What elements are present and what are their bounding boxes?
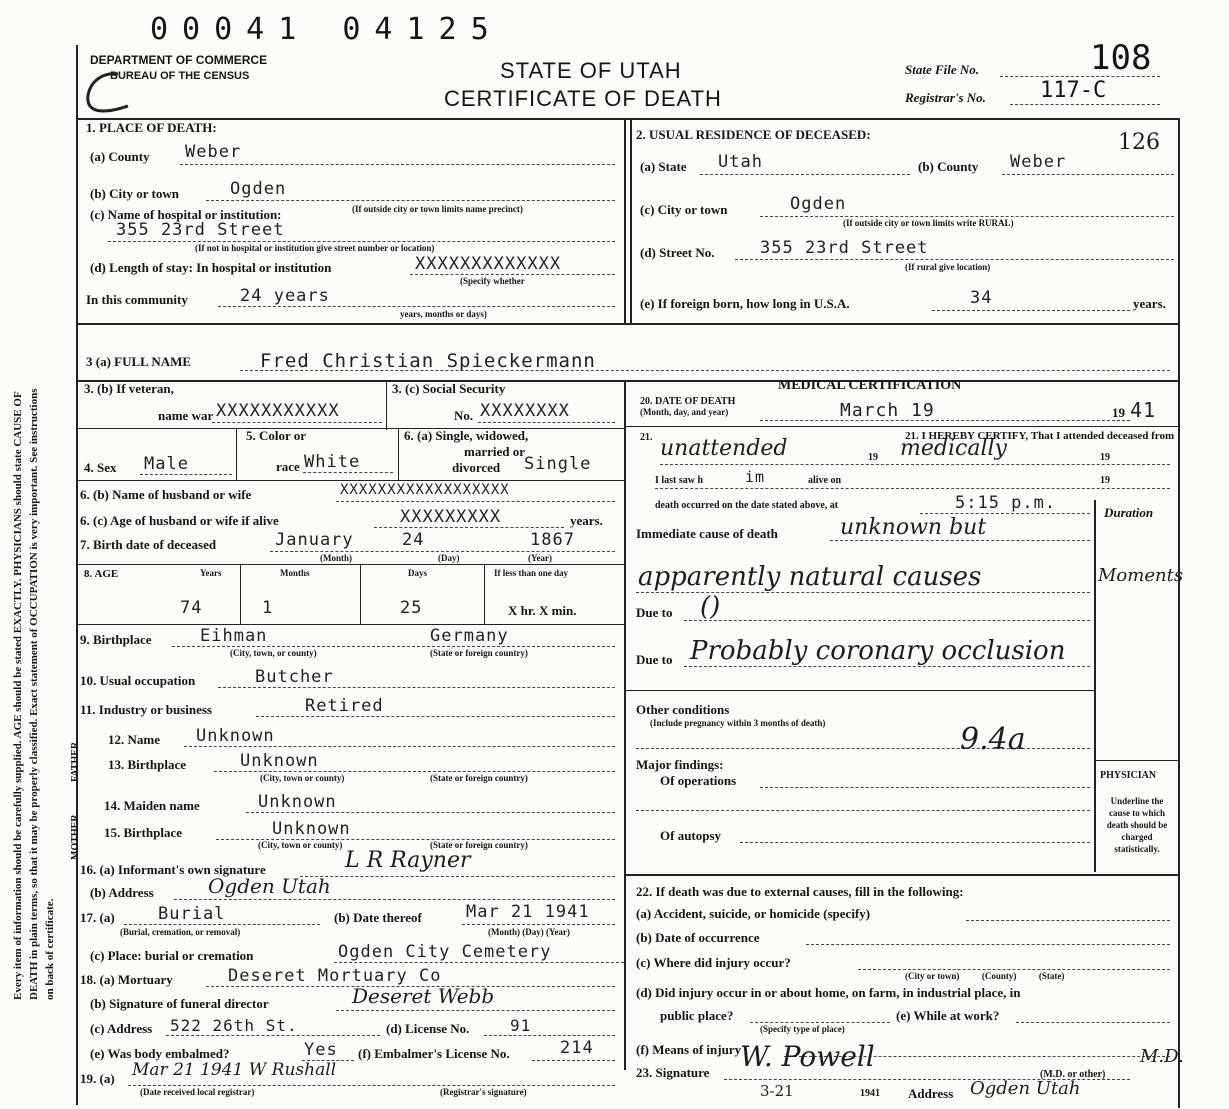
- date-of-death-sub: (Month, day, and year): [640, 407, 729, 417]
- mother-state-note: (State or foreign country): [430, 840, 528, 850]
- race[interactable]: White: [304, 452, 361, 472]
- birth-year[interactable]: 1867: [530, 530, 575, 550]
- due-to-1-handwritten: (): [700, 592, 721, 622]
- informant-address-label: (b) Address: [90, 885, 154, 900]
- marital-label-1: 6. (a) Single, widowed,: [404, 428, 529, 443]
- state-file-value: 108: [1090, 38, 1152, 78]
- due-to-2-handwritten: Probably coronary occlusion: [690, 636, 1066, 666]
- spouse-age-label: 6. (c) Age of husband or wife if alive: [80, 513, 279, 528]
- physician-signature: W. Powell: [740, 1040, 875, 1073]
- father-name[interactable]: Unknown: [196, 726, 275, 746]
- residence-heading: 2. USUAL RESIDENCE OF DECEASED:: [636, 127, 871, 142]
- dept-line-2: BUREAU OF THE CENSUS: [110, 70, 250, 82]
- race-label: race: [276, 459, 300, 474]
- birth-year-label: (Year): [528, 553, 552, 563]
- res-rural-note: (If outside city or town limits write RURAL): [843, 218, 1014, 228]
- received-note: (Date received local registrar): [140, 1087, 255, 1097]
- dept-line-1: DEPARTMENT OF COMMERCE: [90, 53, 268, 67]
- marital-label-3: divorced: [452, 460, 501, 475]
- birthplace-country-note: (State or foreign country): [430, 648, 528, 658]
- time-of-death[interactable]: 5:15 p.m.: [955, 493, 1057, 513]
- place-of-death-heading: 1. PLACE OF DEATH:: [86, 120, 217, 135]
- father-birth-label: 13. Birthplace: [108, 757, 186, 772]
- age-years[interactable]: 74: [180, 598, 203, 618]
- pod-city-label: (b) City or town: [90, 186, 179, 201]
- embalmed-label: (e) Was body embalmed?: [90, 1046, 230, 1061]
- director-label: (b) Signature of funeral director: [90, 996, 269, 1011]
- margin-instructions-3: on back of certificate.: [44, 898, 56, 1000]
- father-name-label: 12. Name: [108, 732, 160, 747]
- date-year[interactable]: 41: [1130, 398, 1157, 422]
- birthplace-label: 9. Birthplace: [80, 632, 152, 647]
- pod-ymd-note: years, months or days): [400, 309, 487, 319]
- pod-stay-hospital[interactable]: XXXXXXXXXXXXX: [415, 254, 562, 274]
- due-to-label-2: Due to: [636, 652, 673, 667]
- color-label: 5. Color or: [246, 428, 307, 443]
- cemetery-label: (c) Place: burial or cremation: [90, 948, 254, 963]
- where-note: (City or town) (County) (State): [905, 971, 1065, 981]
- age-years-col: Years: [200, 568, 222, 578]
- of-autopsy-label: Of autopsy: [660, 828, 722, 843]
- res-state-label: (a) State: [640, 159, 687, 174]
- birth-day[interactable]: 24: [402, 530, 425, 550]
- due-to-label-1: Due to: [636, 605, 673, 620]
- spouse-label: 6. (b) Name of husband or wife: [80, 487, 252, 502]
- burial[interactable]: Burial: [158, 904, 226, 924]
- last-saw-label: I last saw h: [655, 475, 704, 486]
- apparently-handwritten: apparently natural causes: [638, 562, 982, 592]
- license-label: (d) License No.: [386, 1021, 470, 1036]
- mother-birth-label: 15. Birthplace: [104, 825, 182, 840]
- full-name-label: 3 (a) FULL NAME: [86, 354, 192, 369]
- embalmer[interactable]: 214: [560, 1038, 594, 1058]
- registrar-value: 117-C: [1040, 78, 1107, 103]
- accident-label: (a) Accident, suicide, or homicide (specify): [636, 906, 871, 921]
- sex[interactable]: Male: [144, 454, 189, 474]
- physician-label: PHYSICIAN: [1100, 770, 1157, 781]
- res-location-note: (If rural give location): [905, 262, 991, 272]
- serial-number: 00041 04125: [150, 12, 503, 47]
- father-state-note: (State or foreign country): [430, 773, 528, 783]
- age-lessday-col: If less than one day: [494, 568, 569, 578]
- registrar-label: Registrar's No.: [905, 90, 986, 105]
- birth-day-label: (Day): [438, 553, 460, 563]
- mother-city-note: (City, town or county): [258, 840, 343, 850]
- director-signature: Deseret Webb: [352, 984, 495, 1008]
- registrar-signature-note: (Registrar's signature): [440, 1087, 527, 1097]
- other-conditions-note: (Include pregnancy within 3 months of death): [650, 718, 826, 728]
- mother-name[interactable]: Unknown: [258, 792, 337, 812]
- at-work-label: (e) While at work?: [896, 1008, 1000, 1023]
- mort-address-label: (c) Address: [90, 1021, 153, 1036]
- pod-city[interactable]: Ogden: [230, 179, 287, 199]
- burial-date-label: (b) Date thereof: [334, 910, 422, 925]
- occurrence-label: (b) Date of occurrence: [636, 930, 760, 945]
- date-year-prefix: 19: [1112, 405, 1125, 420]
- home-label: (d) Did injury occur in or about home, on farm, in industrial place, in: [636, 985, 1021, 1000]
- marital-label-2: married or: [464, 444, 526, 459]
- pod-street-note: (If not in hospital or institution give street number or location): [195, 243, 435, 253]
- license[interactable]: 91: [510, 1016, 532, 1035]
- sign-date-handwritten: 3-21: [760, 1082, 794, 1100]
- external-label: 22. If death was due to external causes, fill in the following:: [636, 884, 964, 899]
- sign-year: 1941: [860, 1088, 880, 1099]
- pod-community[interactable]: 24 years: [240, 286, 330, 306]
- means-label: (f) Means of injury: [636, 1042, 742, 1057]
- age-days[interactable]: 25: [400, 598, 423, 618]
- pod-specify-note: (Specify whether: [460, 276, 525, 286]
- other-conditions-label: Other conditions: [636, 702, 730, 717]
- duration-handwritten: Moments: [1098, 565, 1184, 586]
- informant-address: Ogden Utah: [208, 874, 331, 898]
- major-findings-label: Major findings:: [636, 757, 724, 772]
- res-foreign-label: (e) If foreign born, how long in U.S.A.: [640, 296, 850, 311]
- md-label: (M.D. or other): [1040, 1069, 1106, 1080]
- mortuary-label: 18. (a) Mortuary: [80, 972, 173, 987]
- of-operations-label: Of operations: [660, 773, 737, 788]
- duration-label: Duration: [1104, 505, 1154, 520]
- certify-number: 21.: [640, 432, 653, 443]
- md-handwritten: M.D.: [1140, 1046, 1184, 1067]
- attended-handwritten: unattended: [660, 436, 788, 461]
- nineteen-2: 19: [1100, 452, 1110, 463]
- pod-county-label: (a) County: [90, 149, 150, 164]
- industry[interactable]: Retired: [305, 696, 384, 716]
- marital[interactable]: Single: [524, 454, 592, 474]
- res-city[interactable]: Ogden: [790, 194, 847, 214]
- pod-hospital-label: (c) Name of hospital or institution:: [90, 207, 282, 222]
- census-seal-mark: [78, 66, 138, 116]
- underline-note: Underline the cause to which death should be charged statistically.: [1106, 796, 1168, 854]
- cemetery[interactable]: Ogden City Cemetery: [338, 942, 552, 962]
- received-signature: Mar 21 1941 W Rushall: [132, 1060, 337, 1080]
- burial-date[interactable]: Mar 21 1941: [466, 902, 590, 922]
- immediate-label: Immediate cause of death: [636, 526, 778, 541]
- res-county-label: (b) County: [918, 159, 979, 174]
- age-hrmin: X hr. X min.: [508, 603, 577, 618]
- pod-community-label: In this community: [86, 292, 188, 307]
- date-of-death[interactable]: March 19: [840, 400, 935, 421]
- date-of-death-label: 20. DATE OF DEATH: [640, 396, 736, 407]
- sex-label: 4. Sex: [84, 460, 117, 475]
- margin-instructions-2: DEATH in plain terms, so that it may be properly classified. Exact statement of OCCUPATION is very important. See instructions: [28, 388, 40, 1000]
- burial-label: 17. (a): [80, 910, 115, 925]
- res-county[interactable]: Weber: [1010, 152, 1067, 172]
- burial-note: (Burial, cremation, or removal): [120, 927, 241, 937]
- name-war[interactable]: XXXXXXXXXXX: [216, 401, 340, 421]
- birthplace-city-note: (City, town, or county): [230, 648, 317, 658]
- father-side-label: FATHER: [70, 741, 81, 782]
- birth-label: 7. Birth date of deceased: [80, 537, 217, 552]
- birth-month[interactable]: January: [275, 530, 354, 550]
- ssn-no-label: No.: [454, 408, 474, 423]
- public-place-label: public place?: [660, 1008, 734, 1023]
- embalmer-label: (f) Embalmer's License No.: [358, 1046, 510, 1061]
- informant-signature: L R Rayner: [345, 848, 471, 873]
- pod-county[interactable]: Weber: [185, 142, 242, 162]
- occupation[interactable]: Butcher: [255, 667, 334, 687]
- industry-label: 11. Industry or business: [80, 702, 212, 717]
- embalmed[interactable]: Yes: [304, 1040, 338, 1060]
- residence-corner-number: 126: [1118, 130, 1160, 155]
- occurred-label: death occurred on the date stated above, at: [655, 500, 839, 511]
- spouse-age[interactable]: XXXXXXXXX: [400, 507, 502, 527]
- spouse-age-unit: years.: [570, 513, 603, 528]
- immediate-handwritten: unknown but: [840, 515, 987, 540]
- informant-label: 16. (a) Informant's own signature: [80, 862, 266, 877]
- res-foreign[interactable]: 34: [970, 288, 993, 308]
- pod-hospital-note: (If outside city or town limits name precinct): [352, 204, 523, 214]
- state-file-label: State File No.: [905, 62, 980, 77]
- received-label: 19. (a): [80, 1071, 115, 1086]
- age-months-col: Months: [280, 568, 310, 578]
- medically-handwritten: medically: [900, 436, 1007, 461]
- occupation-label: 10. Usual occupation: [80, 673, 196, 688]
- certify-label: 21. I HEREBY CERTIFY, That I attended deceased from: [905, 430, 1175, 442]
- ssn-label: 3. (c) Social Security: [392, 381, 506, 396]
- age-days-col: Days: [408, 568, 428, 578]
- last-saw-handwritten: im: [745, 468, 766, 486]
- medical-heading: MEDICAL CERTIFICATION: [778, 378, 962, 393]
- name-war-label: name war: [158, 408, 214, 423]
- birth-month-label: (Month): [320, 553, 352, 563]
- alive-on-label: alive on: [808, 475, 842, 486]
- certificate-title: CERTIFICATE OF DEATH: [444, 86, 722, 111]
- mother-side-label: MOTHER: [70, 814, 81, 860]
- mother-name-label: 14. Maiden name: [104, 798, 200, 813]
- sig-address-handwritten: Ogden Utah: [970, 1078, 1081, 1099]
- res-street[interactable]: 355 23rd Street: [760, 238, 929, 258]
- father-city-note: (City, town or county): [260, 773, 345, 783]
- mort-address[interactable]: 522 26th St.: [170, 1016, 298, 1035]
- other-conditions-handwritten: 9.4a: [960, 722, 1026, 757]
- state-title: STATE OF UTAH: [500, 58, 682, 83]
- pod-stay-label: (d) Length of stay: In hospital or institution: [90, 260, 332, 275]
- mortuary[interactable]: Deseret Mortuary Co: [228, 966, 442, 986]
- where-label: (c) Where did injury occur?: [636, 955, 791, 970]
- age-label: 8. AGE: [84, 568, 119, 580]
- veteran-label: 3. (b) If veteran,: [84, 381, 174, 396]
- nineteen-1: 19: [868, 452, 878, 463]
- res-city-label: (c) City or town: [640, 202, 728, 217]
- res-state[interactable]: Utah: [718, 152, 763, 172]
- birthplace-country[interactable]: Germany: [430, 626, 509, 646]
- age-months[interactable]: 1: [262, 598, 274, 618]
- nineteen-3: 19: [1100, 475, 1110, 486]
- pod-hospital[interactable]: 355 23rd Street: [116, 220, 285, 240]
- res-street-label: (d) Street No.: [640, 245, 715, 260]
- birthplace-city[interactable]: Eihman: [200, 626, 268, 646]
- full-name[interactable]: Fred Christian Spieckermann: [260, 350, 596, 372]
- specify-place-note: (Specify type of place): [760, 1024, 845, 1034]
- sig-address-label: Address: [908, 1086, 954, 1101]
- res-years-label: years.: [1133, 296, 1166, 311]
- margin-instructions-1: Every item of information should be carefully supplied. AGE should be stated EXACTLY. PHYSICIANS should state CAUSE OF: [12, 391, 24, 1000]
- mother-birth[interactable]: Unknown: [272, 819, 351, 839]
- ssn[interactable]: XXXXXXXX: [480, 401, 570, 421]
- burial-date-note: (Month) (Day) (Year): [488, 927, 570, 937]
- signature-label: 23. Signature: [636, 1065, 710, 1080]
- father-birth[interactable]: Unknown: [240, 751, 319, 771]
- spouse[interactable]: XXXXXXXXXXXXXXXXXX: [340, 482, 510, 498]
